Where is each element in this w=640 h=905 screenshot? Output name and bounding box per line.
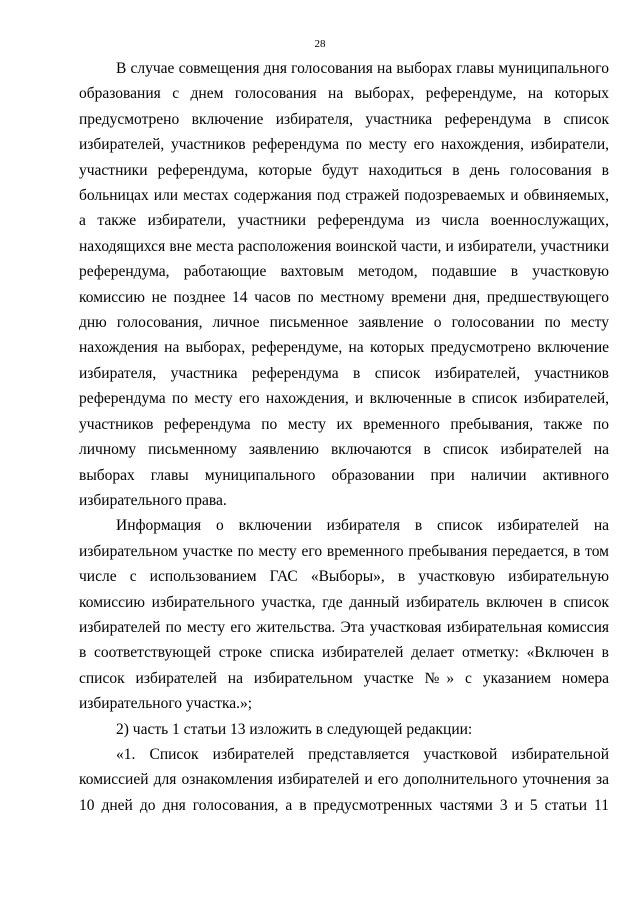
paragraph-amendment-item-2: 2) часть 1 статьи 13 изложить в следующей редакции:	[116, 720, 473, 738]
paragraph-inclusion-information: Информация о включении избирателя в список избирателей на избирательном участке по месту его временного пребывания передается, в том числе с использованием ГАС «Выборы», в участковую избирательную комиссию избирательного участка, где данный избиратель включен в список избирателей по месту его жительства. Эта участковая избирательная комиссия в соответствующей строке списка избирателей делает отметку: «Включен в список избирателей на избирательном участке №» с указанием номера избирательного участка.»;	[79, 517, 609, 713]
paragraph-voter-list-presentation: «1. Список избирателей представляется участковой избирательной комиссией для ознакомления избирателей и его дополнительного уточнения за 10 дней до дня голосования, а в предусмотренных частями 3 и 5 статьи 11	[79, 745, 609, 814]
page-number: 28	[314, 38, 326, 50]
paragraph-combined-voting: В случае совмещения дня голосования на выборах главы муниципального образования с днем голосования на выборах, референдуме, на которых предусмотрено включение избирателя, участника референдума в список избирателей, участников референдума по месту его нахождения, избиратели, участники референдума, которые будут находиться в день голосования в больницах или местах содержания под стражей подозреваемых и обвиняемых, а также избиратели, участники референдума из числа военнослужащих, находящихся вне места расположения воинской части, и избиратели, участники референдума, работающие вахтовым методом, подавшие в участковую комиссию не позднее 14 часов по местному времени дня, предшествующего дню голосования, личное письменное заявление о голосовании по месту нахождения на выборах, референдуме, на которых предусмотрено включение избирателя, участника референдума в список избирателей, участников референдума по месту его нахождения, и включенные в список избирателей, участников референдума по месту их временного пребывания, также по личному письменному заявлению включаются в список избирателей на выборах главы муниципального образовании при наличии активного избирательного права.	[79, 60, 609, 509]
document-body	[79, 56, 609, 818]
